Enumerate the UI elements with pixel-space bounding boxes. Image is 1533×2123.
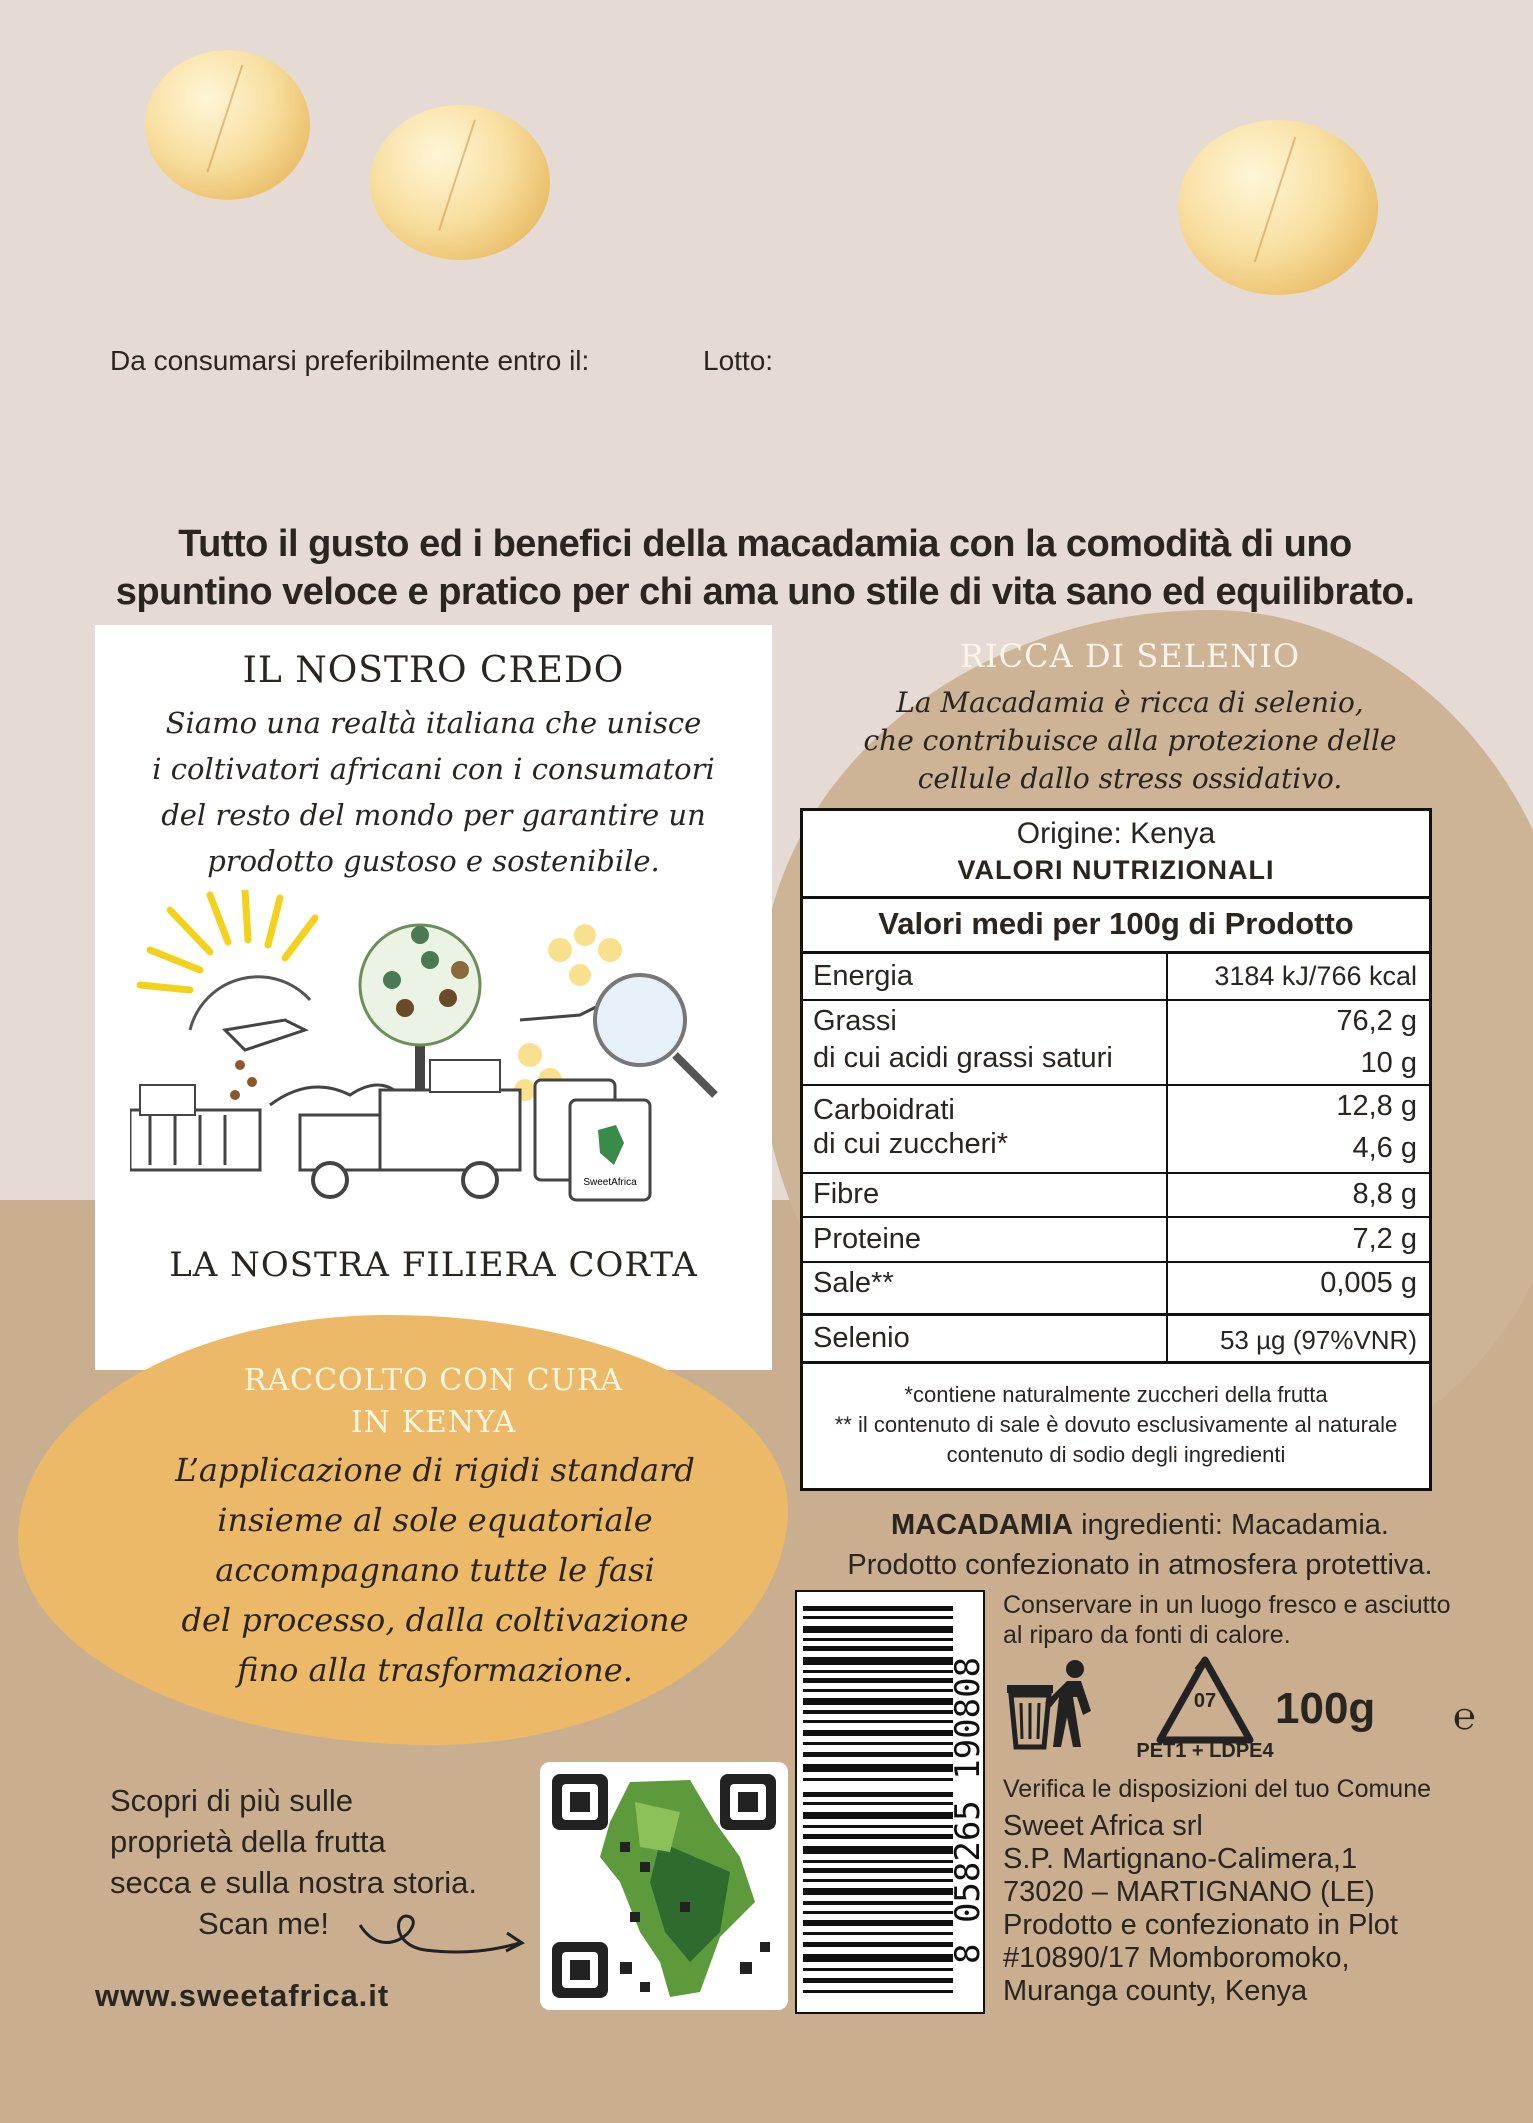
- credo-line: prodotto gustoso e sostenibile.: [207, 844, 660, 878]
- raccolto-line: L’applicazione di rigidi standard: [175, 1451, 695, 1489]
- raccolto-title: [95, 1360, 772, 1444]
- table-divider: [803, 1313, 1429, 1316]
- saturi-value: 10 g: [1360, 1047, 1417, 1079]
- credo-line: Siamo una realtà italiana che unisce: [165, 706, 702, 740]
- barcode-number: 8 058265 190808: [948, 1656, 988, 1964]
- atmosphere-note: Prodotto confezionato in atmosfera protettiva.: [847, 1549, 1433, 1581]
- qr-code-icon[interactable]: [540, 1762, 788, 2010]
- table-divider: [803, 1084, 1429, 1086]
- credo-line: i coltivatori africani con i consumatori: [152, 752, 715, 786]
- table-divider: [803, 1172, 1429, 1174]
- nutrition-note: ** il contenuto di sale è dovuto esclusivamente al naturale: [834, 1412, 1398, 1437]
- table-divider: [803, 896, 1429, 899]
- storage-instructions: [1003, 1590, 1473, 1650]
- promo-line: secca e sulla nostra storia.: [110, 1865, 478, 1900]
- raccolto-title-line: RACCOLTO CON CURA: [243, 1363, 624, 1398]
- truck-icon: [300, 1060, 520, 1197]
- zuccheri-label: di cui zuccheri*: [813, 1128, 1009, 1160]
- storage-line: Conservare in un luogo fresco e asciutto: [1003, 1591, 1451, 1619]
- saturi-label: di cui acidi grassi saturi: [813, 1042, 1113, 1074]
- recycle-bin-icon: [1003, 1655, 1103, 1755]
- promo-line: Scopri di più sulle: [110, 1783, 353, 1818]
- raccolto-line: del processo, dalla coltivazione: [181, 1601, 689, 1639]
- energia-label: Energia: [813, 960, 913, 992]
- svg-text:SweetAfrica: SweetAfrica: [583, 1177, 637, 1188]
- slogan-line: Tutto il gusto ed i benefici della macadamia con la comodità di uno: [178, 523, 1352, 565]
- product-name: MACADAMIA: [891, 1509, 1074, 1541]
- best-before-label: Da consumarsi preferibilmente entro il:: [110, 345, 590, 376]
- table-divider: [803, 1361, 1429, 1364]
- recycle-code: 07: [1193, 1690, 1217, 1712]
- macadamia-nut-image: [1178, 120, 1378, 295]
- table-column-divider: [1166, 951, 1168, 1361]
- macadamia-nut-image: [145, 50, 310, 200]
- grassi-label: Grassi: [813, 1005, 897, 1037]
- selenio-line: La Macadamia è ricca di selenio,: [896, 686, 1364, 719]
- carboidrati-label: Carboidrati: [813, 1094, 955, 1126]
- estimated-sign: ℮: [1453, 1696, 1476, 1738]
- carboidrati-value: 12,8 g: [1336, 1090, 1417, 1122]
- basket-icon: [130, 1085, 260, 1170]
- table-divider: [803, 1216, 1429, 1218]
- ingredients-text: ingredienti: Macadamia.: [1073, 1509, 1389, 1541]
- address-line: #10890/17 Momboromoko,: [1003, 1942, 1350, 1974]
- packaging-material: PET1 + LDPE4: [1136, 1740, 1274, 1762]
- address-line: Muranga county, Kenya: [1003, 1975, 1308, 2007]
- selenio-line: cellule dallo stress ossidativo.: [917, 762, 1343, 795]
- nutrition-table: [800, 808, 1432, 1491]
- fibre-label: Fibre: [813, 1178, 880, 1210]
- promo-text: [110, 1780, 550, 1903]
- raccolto-line: insieme al sole equatoriale: [217, 1501, 653, 1539]
- origin-label: Origine: Kenya: [1016, 817, 1216, 850]
- filiera-caption: LA NOSTRA FILIERA CORTA: [169, 1245, 698, 1285]
- address-line: 73020 – MARTIGNANO (LE): [1003, 1876, 1375, 1908]
- raccolto-text: [70, 1445, 800, 1695]
- energia-value: 3184 kJ/766 kcal: [1214, 961, 1417, 991]
- proteine-label: Proteine: [813, 1223, 922, 1255]
- ingredients: [790, 1505, 1490, 1585]
- raccolto-title-line: IN KENYA: [350, 1405, 517, 1440]
- address-line: S.P. Martignano-Calimera,1: [1003, 1843, 1358, 1875]
- selenio-title: RICCA DI SELENIO: [959, 637, 1301, 675]
- table-divider: [803, 999, 1429, 1001]
- sale-value: 0,005 g: [1320, 1267, 1417, 1299]
- website-link[interactable]: www.sweetafrica.it: [95, 1978, 390, 2013]
- qr-code-graphic: [540, 1762, 788, 2010]
- nutrition-subtitle: Valori medi per 100g di Prodotto: [878, 906, 1354, 941]
- sun-icon: [140, 890, 315, 990]
- table-divider: [803, 951, 1429, 954]
- nutrition-note: contenuto di sodio degli ingredienti: [946, 1442, 1286, 1467]
- selenio-line: che contribuisce alla protezione delle: [863, 724, 1397, 757]
- credo-title: IL NOSTRO CREDO: [242, 650, 625, 691]
- proteine-value: 7,2 g: [1352, 1223, 1417, 1255]
- zuccheri-value: 4,6 g: [1352, 1132, 1417, 1164]
- address-line: Sweet Africa srl: [1003, 1810, 1203, 1842]
- credo-text: [100, 700, 767, 884]
- storage-line: al riparo da fonti di calore.: [1003, 1621, 1291, 1649]
- recycling-note: Verifica le disposizioni del tuo Comune: [1003, 1775, 1432, 1803]
- raccolto-line: accompagnano tutte le fasi: [215, 1551, 655, 1589]
- selenio-text: [780, 684, 1480, 798]
- barcode-bars: [803, 1592, 953, 2012]
- slogan-line: spuntino veloce e pratico per chi ama uno stile di vita sano ed equilibrato.: [115, 571, 1415, 613]
- promo-line: proprietà della frutta: [110, 1824, 386, 1859]
- nutrition-title: VALORI NUTRIZIONALI: [957, 855, 1275, 885]
- supply-chain-illustration: [130, 890, 730, 1220]
- table-divider: [803, 1261, 1429, 1263]
- sale-label: Sale**: [813, 1267, 894, 1299]
- selenio-value: 53 µg (97%VNR): [1219, 1325, 1417, 1355]
- credo-line: del resto del mondo per garantire un: [161, 798, 706, 832]
- address-line: Prodotto e confezionato in Plot: [1003, 1909, 1398, 1941]
- net-weight: 100g: [1275, 1684, 1376, 1733]
- curly-arrow-icon: [355, 1905, 535, 1975]
- slogan: [60, 520, 1470, 616]
- selenio-label: Selenio: [813, 1322, 910, 1354]
- company-address: [1003, 1810, 1483, 2008]
- lot-label: Lotto:: [703, 345, 774, 376]
- raccolto-line: fino alla trasformazione.: [237, 1651, 633, 1689]
- product-pouch-icon: [535, 1080, 650, 1200]
- macadamia-nut-image: [370, 105, 550, 260]
- scan-me-label: Scan me!: [198, 1906, 329, 1941]
- nutrition-note: *contiene naturalmente zuccheri della frutta: [904, 1382, 1328, 1407]
- grassi-value: 76,2 g: [1336, 1005, 1417, 1037]
- fibre-value: 8,8 g: [1352, 1178, 1417, 1210]
